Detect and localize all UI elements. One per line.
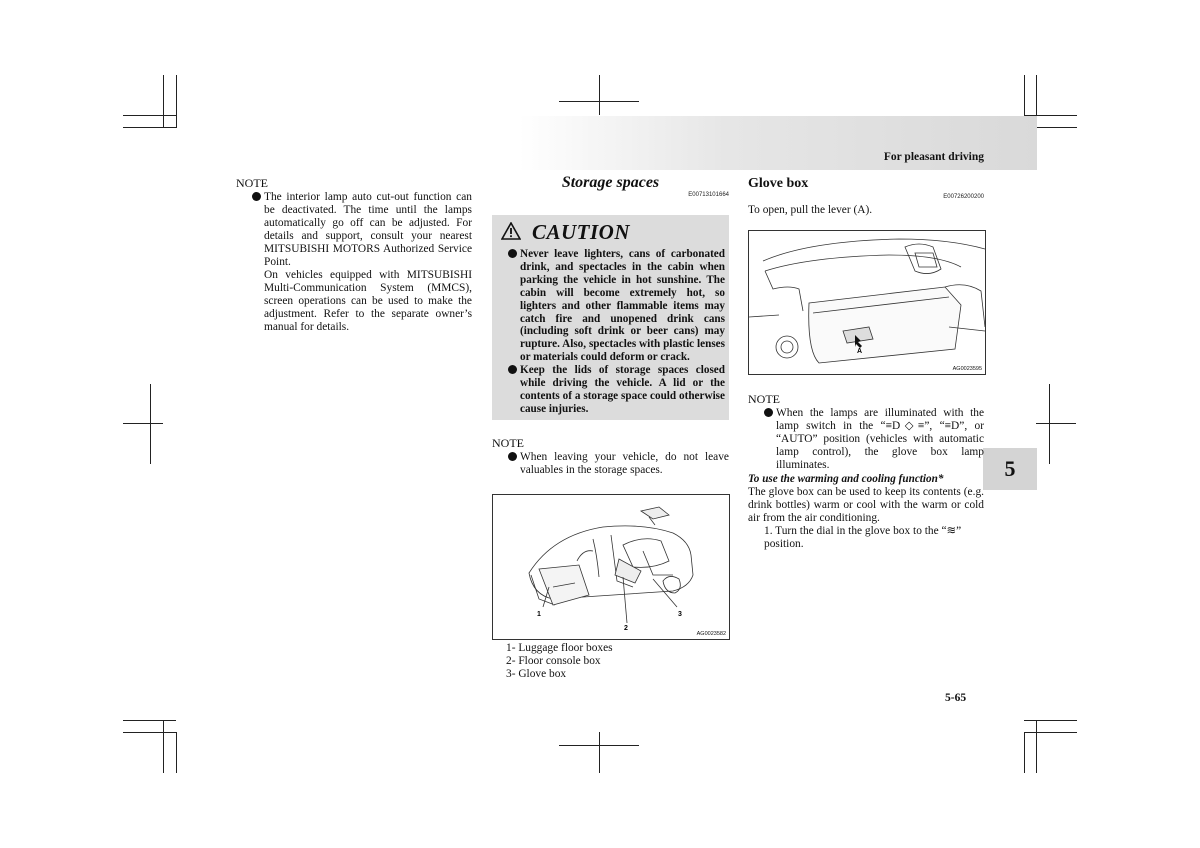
crop-mark bbox=[123, 732, 176, 733]
glove-box-title: Glove box bbox=[748, 176, 809, 191]
crop-mark bbox=[599, 75, 600, 115]
note-text-2: On vehicles equipped with MITSUBISHI Multi-Communication System (MMCS), screen operations can be used to make the adjustment. Refer to the separate owner’s manual for details. bbox=[264, 269, 472, 333]
legend-item-3: 3- Glove box bbox=[506, 668, 567, 680]
storage-heading bbox=[492, 176, 729, 202]
bullet-icon bbox=[252, 192, 261, 201]
caution-text-1: Never leave lighters, cans of carbonated drink, and spectacles in the cabin when parking the vehicle in hot sunshine. The cabin will become extremely hot, so lighters and other flammable items may catch fire and unopened drink cans (including soft drink or beer cans) may rupture. Also, spectacles with plastic lenses or materials could deform or crack. bbox=[520, 248, 725, 364]
bullet-icon bbox=[508, 452, 517, 461]
caution-box bbox=[492, 215, 729, 420]
crop-mark bbox=[1024, 732, 1077, 733]
note-bullet bbox=[236, 191, 472, 334]
storage-title: Storage spaces bbox=[561, 174, 660, 191]
caution-word: CAUTION bbox=[532, 220, 631, 244]
crop-mark bbox=[559, 101, 639, 102]
page-number: 5-65 bbox=[945, 692, 967, 704]
crop-mark bbox=[123, 115, 176, 116]
bullet-icon bbox=[508, 365, 517, 374]
crop-mark bbox=[163, 720, 164, 773]
caution-body bbox=[492, 248, 725, 416]
crop-mark bbox=[1049, 384, 1050, 464]
step-1: 1. Turn the dial in the glove box to the “≋” position. bbox=[764, 525, 962, 550]
bullet-icon bbox=[764, 408, 773, 417]
warning-triangle-icon bbox=[501, 222, 521, 240]
legend-item-1: 1- Luggage floor boxes bbox=[506, 642, 613, 654]
glove-box-code: E00726200200 bbox=[943, 194, 984, 200]
storage-figure bbox=[492, 494, 730, 640]
glove-box-note bbox=[748, 393, 984, 472]
note-bullet bbox=[492, 451, 729, 477]
crop-mark bbox=[176, 75, 177, 128]
glove-box-figure bbox=[748, 230, 986, 375]
warming-cooling-text: The glove box can be used to keep its contents (e.g. drink bottles) warm or cool with the warm or cold air from the air conditioning. bbox=[748, 486, 984, 524]
warming-cooling-heading: To use the warming and cooling function* bbox=[748, 473, 944, 485]
note-label: NOTE bbox=[492, 436, 524, 450]
caution-header bbox=[492, 215, 729, 245]
crop-mark bbox=[1036, 423, 1076, 424]
storage-code: E00713101664 bbox=[688, 192, 729, 198]
section-header-title: For pleasant driving bbox=[883, 151, 984, 163]
crop-mark bbox=[150, 384, 151, 464]
note-bullet bbox=[748, 407, 984, 472]
figure-label-2: 2 bbox=[624, 625, 628, 632]
figure-legend bbox=[506, 642, 613, 681]
note-text: When leaving your vehicle, do not leave valuables in the storage spaces. bbox=[520, 451, 729, 476]
caution-bullet bbox=[492, 364, 725, 416]
crop-mark bbox=[123, 423, 163, 424]
crop-mark bbox=[123, 720, 176, 721]
figure-label-a: A bbox=[857, 348, 863, 355]
crop-mark bbox=[1036, 720, 1037, 773]
chapter-tab: 5 bbox=[983, 448, 1037, 490]
bullet-icon bbox=[508, 249, 517, 258]
figure-code: AG0023582 bbox=[696, 631, 726, 637]
glove-box-illustration bbox=[749, 231, 985, 374]
crop-mark bbox=[599, 732, 600, 773]
figure-label-1: 1 bbox=[537, 611, 541, 618]
note-text: The interior lamp auto cut-out function can be deactivated. The time until the lamps automatically go off can be adjusted. For details and support, consult your nearest MITSUBISHI MOTORS Authorized Service Point. bbox=[264, 191, 472, 268]
crop-mark bbox=[163, 75, 164, 128]
caution-bullet bbox=[492, 248, 725, 364]
figure-code: AG0023595 bbox=[952, 366, 982, 372]
glove-box-intro bbox=[748, 191, 984, 217]
glove-box-intro-text: To open, pull the lever (A). bbox=[748, 204, 873, 216]
crop-mark bbox=[1024, 732, 1025, 773]
note-label: NOTE bbox=[236, 176, 268, 190]
crop-mark bbox=[123, 127, 176, 128]
crop-mark bbox=[559, 745, 639, 746]
figure-label-3: 3 bbox=[678, 611, 682, 618]
note-label: NOTE bbox=[748, 392, 780, 406]
crop-mark bbox=[176, 732, 177, 773]
left-column bbox=[236, 177, 472, 334]
legend-item-2: 2- Floor console box bbox=[506, 655, 601, 667]
car-interior-illustration bbox=[493, 495, 729, 639]
caution-text-2: Keep the lids of storage spaces closed while driving the vehicle. A lid or the contents of a storage space could otherwise cause injuries. bbox=[520, 364, 725, 415]
note-text: When the lamps are illuminated with the lamp switch in the “≡D◇≡”, “≡D”, or “AUTO” position (vehicles with automatic lamp control), the glove box lamp illuminates. bbox=[776, 407, 984, 471]
crop-mark bbox=[1024, 720, 1077, 721]
storage-note bbox=[492, 437, 729, 477]
warming-cooling-section bbox=[748, 473, 984, 551]
